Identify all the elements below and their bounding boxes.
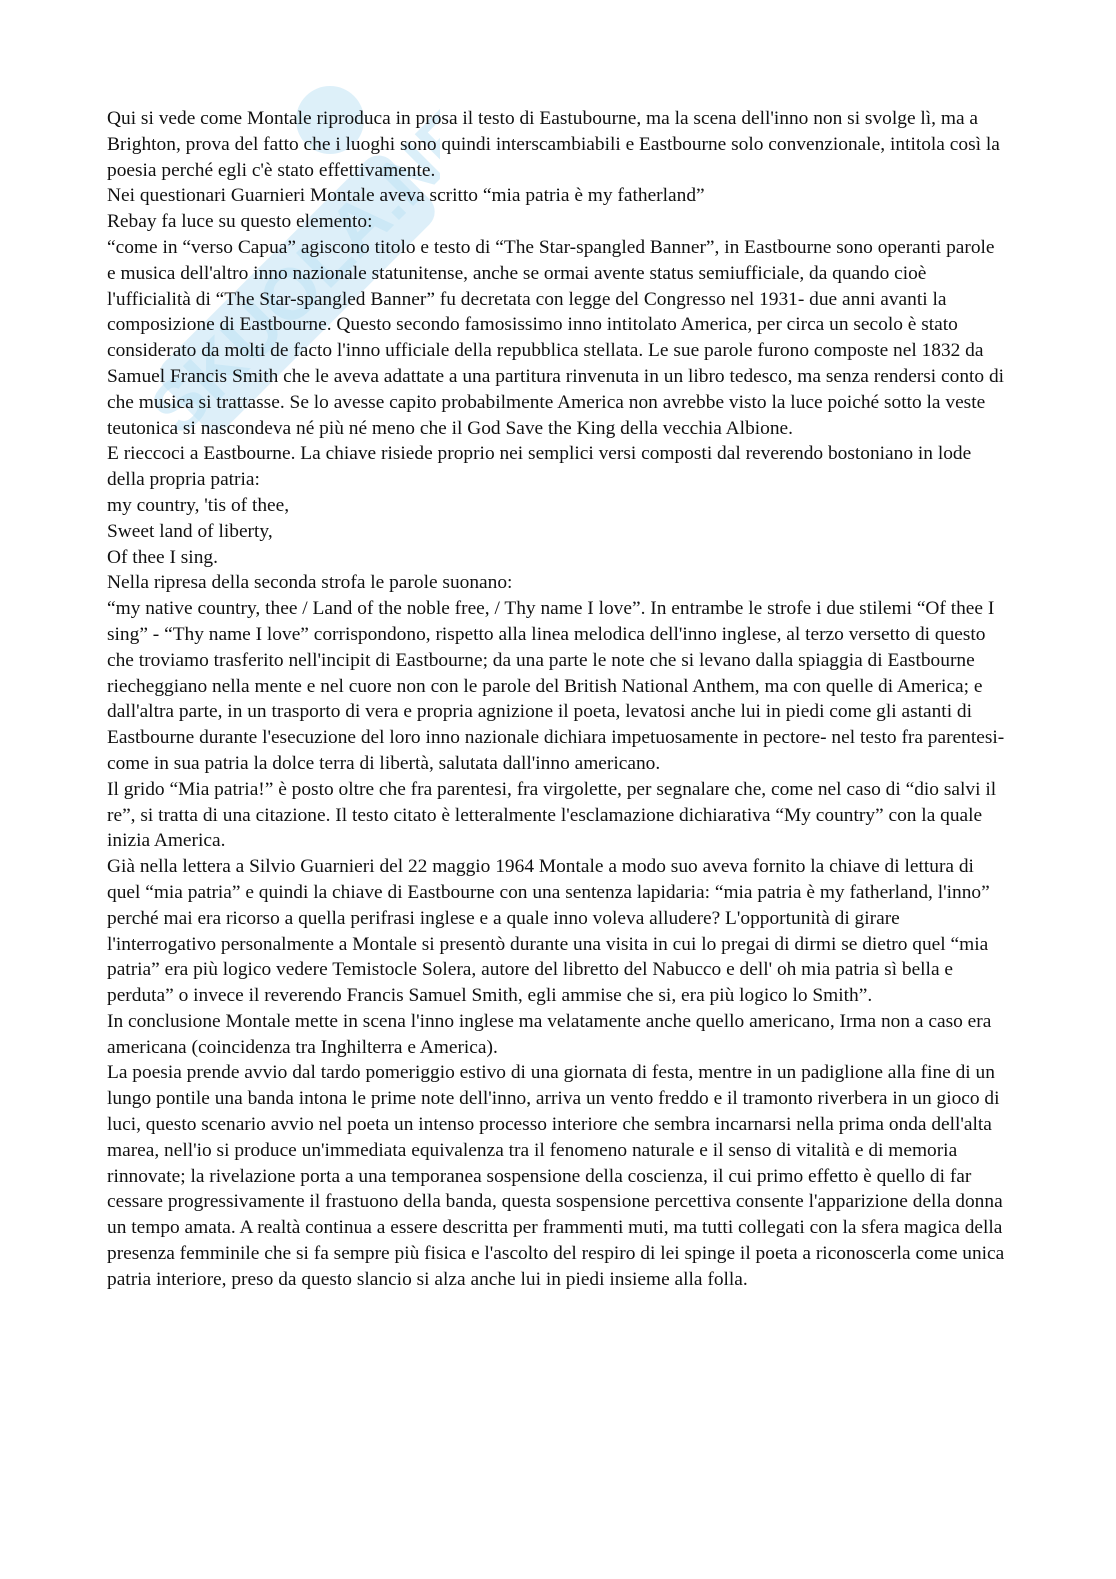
paragraph: In conclusione Montale mette in scena l'inno inglese ma velatamente anche quello americano, Irma non a caso era americana (coincidenza tra Inghilterra e America).	[107, 1010, 992, 1058]
watermark-text: SKUOLA.NET	[135, 62, 440, 450]
paragraph: La poesia prende avvio dal tardo pomeriggio estivo di una giornata di festa, mentre in un padiglione alla fine di un lungo pontile una banda intona le prime note dell'inno, arriva un vento freddo e il tramonto riverbera in un gioco di luci, questo scenario avvio nel poeta un intenso processo interiore che sembra incarnarsi nella prima onda dell'alta marea, nell'io si produce un'immediata equivalenza tra il fenomeno naturale e il senso di vitalità e di memoria rinnovate; la rivelazione porta a una temporanea sospensione della coscienza, il cui primo effetto è quello di far cessare progressivamente il frastuono della banda, questa sospensione percettiva consente l'apparizione della donna un tempo amata. A realtà continua a essere descritta per frammenti muti, ma tutti collegati con la sfera magica della presenza femminile che si fa sempre più fisica e l'ascolto del respiro di lei spinge il poeta a riconoscerla come unica patria interiore, preso da questo slancio si alza anche lui in piedi insieme alla folla.	[107, 1062, 1005, 1290]
paragraph: Nei questionari Guarnieri Montale aveva scritto “mia patria è my fatherland”	[107, 185, 705, 207]
verse-line: Of thee I sing.	[107, 546, 218, 568]
paragraph: Rebay fa luce su questo elemento:	[107, 211, 373, 233]
verse-line: Sweet land of liberty,	[107, 520, 273, 542]
paragraph: “my native country, thee / Land of the noble free, / Thy name I love”. In entrambe le strofe i due stilemi “Of thee I sing” - “Thy name I love” corrispondono, rispetto alla linea melodica dell'inno inglese, al terzo versetto di questo che troviamo trasferito nell'incipit di Eastbourne; da una parte le note che si levano dalla spiaggia di Eastbourne riecheggiano nella mente e nel cuore non con le parole del British National Anthem, ma con quelle di America; e dall'altra parte, in un trasporto di vera e propria agnizione il poeta, levatosi anche lui in piedi come gli astanti di Eastbourne durante l'esecuzione del loro inno nazionale dichiara impetuosamente in pectore- nel testo fra parentesi- come in sua patria la dolce terra di libertà, salutata dall'inno americano.	[107, 598, 1005, 774]
paragraph: Il grido “Mia patria!” è posto oltre che fra parentesi, fra virgolette, per segnalare che, come nel caso di “dio salvi il re”, si tratta di una citazione. Il testo citato è letteralmente l'esclamazione dichiarativa “My country” con la quale inizia America.	[107, 778, 997, 852]
paragraph: Nella ripresa della seconda strofa le parole suonano:	[107, 572, 513, 594]
paragraph: E rieccoci a Eastbourne. La chiave risiede proprio nei semplici versi composti dal reverendo bostoniano in lode della propria patria:	[107, 443, 972, 491]
document-body	[107, 106, 1007, 1293]
paragraph: Già nella lettera a Silvio Guarnieri del 22 maggio 1964 Montale a modo suo aveva fornito la chiave di lettura di quel “mia patria” e quindi la chiave di Eastbourne con una sentenza lapidaria: “mia patria è my fatherland, l'inno” perché mai era ricorso a quella perifrasi inglese e a quale inno voleva alludere? L'opportunità di girare l'interrogativo personalmente a Montale si presentò durante una visita in cui lo pregai di dirmi se dietro quel “mia patria” era più logico vedere Temistocle Solera, autore del libretto del Nabucco e dell' oh mia patria sì bella e perduta” o invece il reverendo Francis Samuel Smith, egli ammise che si, era più logico lo Smith”.	[107, 856, 990, 1007]
quote-paragraph: “come in “verso Capua” agiscono titolo e testo di “The Star-spangled Banner”, in Eastbourne sono operanti parole e musica dell'altro inno nazionale statunitense, anche se ormai avente status semiufficiale, da quando cioè l'ufficialità di “The Star-spangled Banner” fu decretata con legge del Congresso nel 1931- due anni avanti la composizione di Eastbourne. Questo secondo famosissimo inno intitolato America, per circa un secolo è stato considerato da molti de facto l'inno ufficiale della repubblica stellata. Le sue parole furono composte nel 1832 da Samuel Francis Smith che le aveva adattate a una partitura rinvenuta in un libro tedesco, ma senza rendersi conto di che musica si trattasse. Se lo avesse capito probabilmente America non avrebbe visto la luce poiché sotto la veste teutonica si nascondeva né più né meno che il God Save the King della vecchia Albione.	[107, 236, 1005, 439]
verse-line: my country, 'tis of thee,	[107, 494, 290, 516]
paragraph: Qui si vede come Montale riproduca in prosa il testo di Eastubourne, ma la scena dell'inno non si svolge lì, ma a Brighton, prova del fatto che i luoghi sono quindi interscambiabili e Eastbourne solo convenzionale, intitola così la poesia perché egli c'è stato effettivamente.	[107, 108, 1000, 181]
